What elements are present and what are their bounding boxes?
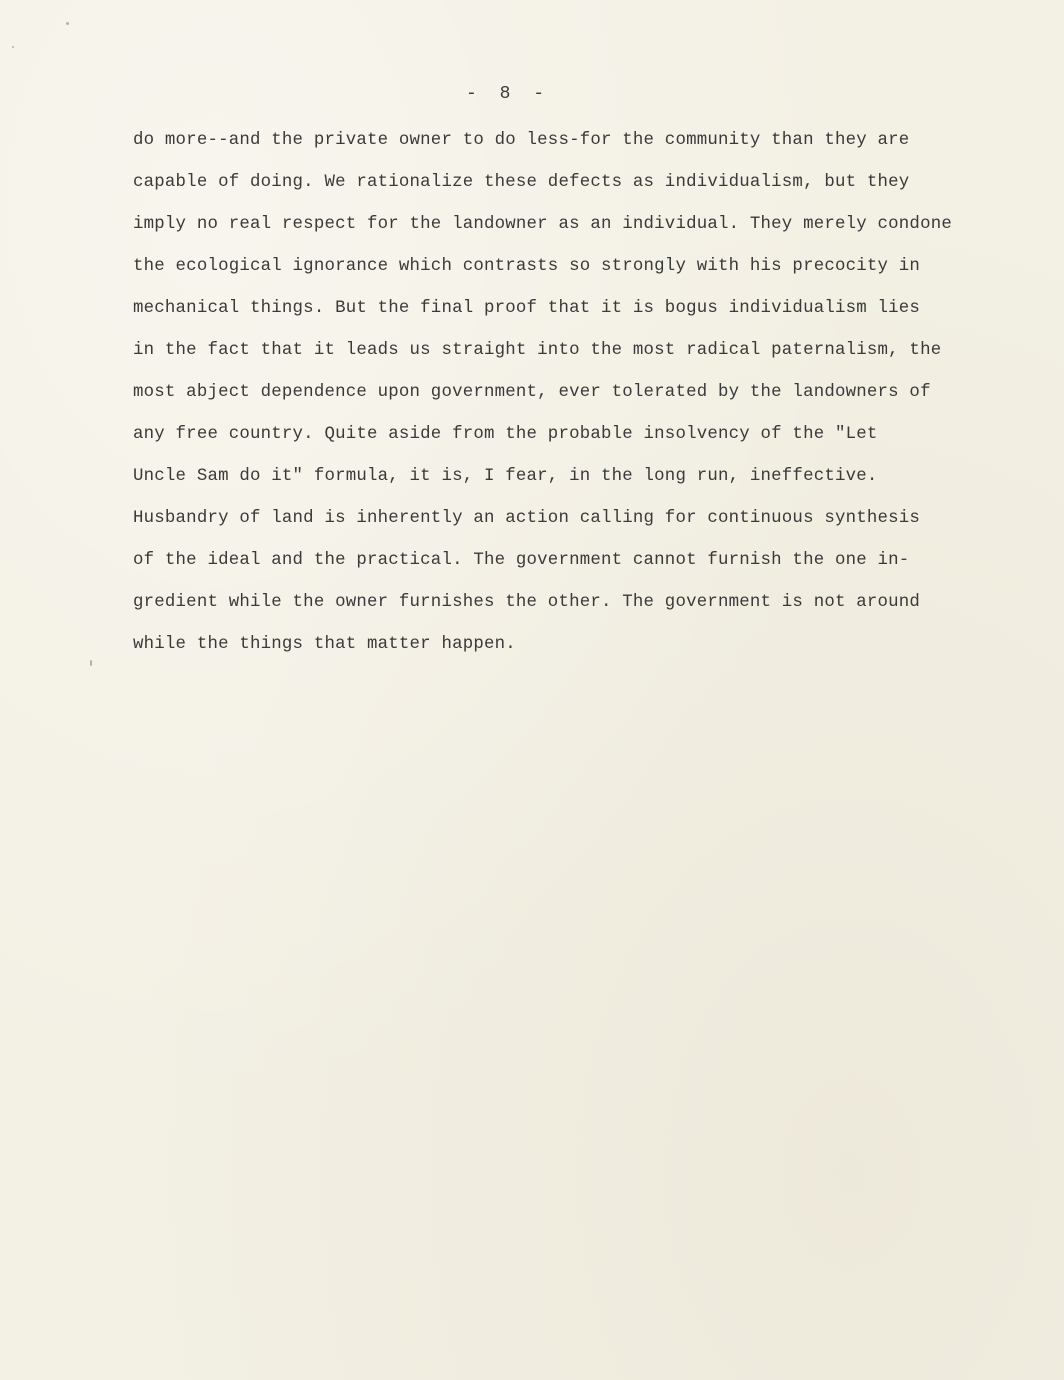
text-line: any free country. Quite aside from the probable insolvency of the "Let — [133, 425, 878, 444]
text-line: capable of doing. We rationalize these defects as individualism, but they — [133, 173, 910, 192]
paper-speck — [12, 46, 14, 48]
page-number: - 8 - — [465, 84, 550, 104]
text-line: while the things that matter happen. — [133, 635, 516, 654]
text-line: in the fact that it leads us straight into the most radical paternalism, the — [133, 341, 942, 360]
text-line: mechanical things. But the final proof that it is bogus individualism lies — [133, 299, 921, 318]
text-line: gredient while the owner furnishes the other. The government is not around — [133, 593, 921, 612]
text-line: Husbandry of land is inherently an action calling for continuous synthesis — [133, 509, 921, 528]
paper-speck — [66, 22, 69, 25]
text-line: imply no real respect for the landowner as an individual. They merely condone — [133, 215, 952, 234]
text-line: of the ideal and the practical. The government cannot furnish the one in- — [133, 551, 910, 570]
text-line: the ecological ignorance which contrasts so strongly with his precocity in — [133, 257, 921, 276]
paper-speck — [90, 660, 92, 666]
text-line: most abject dependence upon government, ever tolerated by the landowners of — [133, 383, 931, 402]
text-line: Uncle Sam do it" formula, it is, I fear, in the long run, ineffective. — [133, 467, 878, 486]
text-line: do more--and the private owner to do less-for the community than they are — [133, 131, 910, 150]
body-text — [133, 120, 1013, 666]
